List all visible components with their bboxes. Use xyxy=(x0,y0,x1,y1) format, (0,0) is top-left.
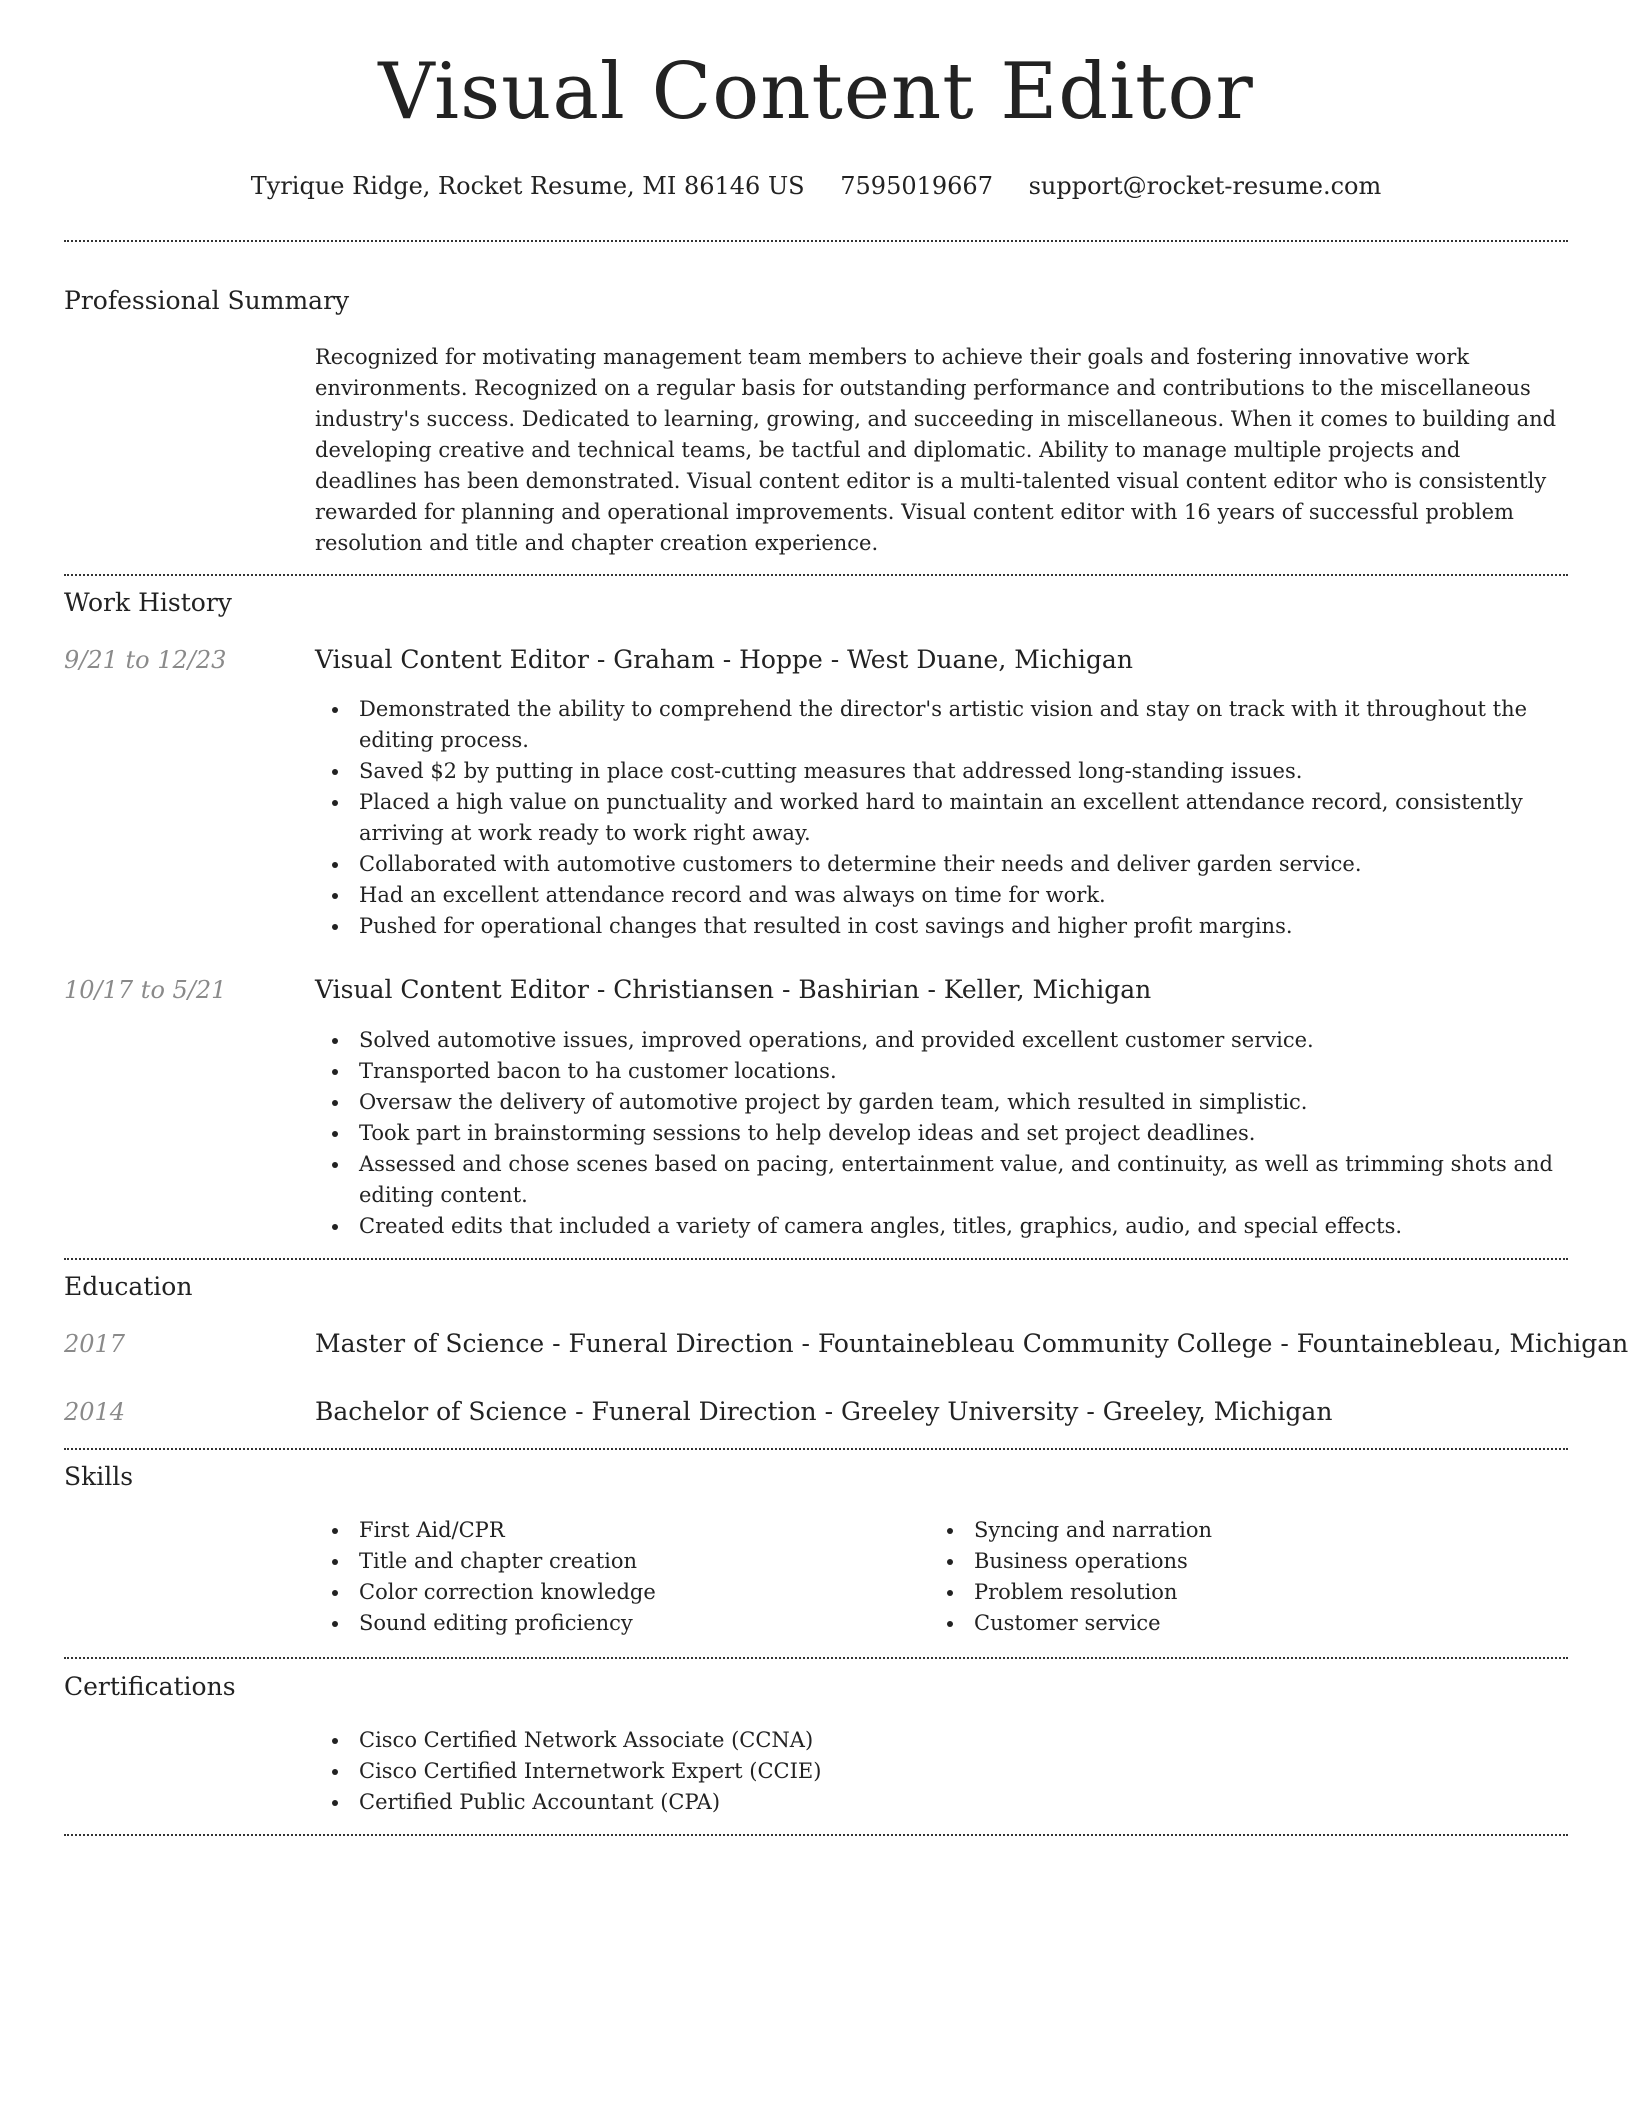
list-item: Collaborated with automotive customers to determine their needs and deliver garden service. xyxy=(315,849,1565,880)
skills-heading: Skills xyxy=(64,1462,134,1491)
education-details: - Greeley University - Greeley, Michigan xyxy=(816,1397,1333,1426)
certifications-list xyxy=(315,1725,1565,1818)
education-year: 2017 xyxy=(64,1330,126,1358)
section-divider xyxy=(64,1657,1568,1659)
work-history-heading: Work History xyxy=(64,588,232,617)
list-item: Color correction knowledge xyxy=(315,1577,875,1608)
education-entry xyxy=(315,1329,1628,1358)
list-item: Took part in brainstorming sessions to help develop ideas and set project deadlines. xyxy=(315,1118,1565,1149)
list-item: Solved automotive issues, improved operations, and provided excellent customer service. xyxy=(315,1025,1565,1056)
list-item: Cisco Certified Network Associate (CCNA) xyxy=(315,1725,1565,1756)
list-item: Demonstrated the ability to comprehend the director's artistic vision and stay on track with it throughout the editing process. xyxy=(315,694,1565,756)
list-item: Business operations xyxy=(930,1546,1490,1577)
resume-name: Visual Content Editor xyxy=(378,47,1254,137)
summary-text: Recognized for motivating management team members to achieve their goals and fostering innovative work environments. Recognized on a regular basis for outstanding performance and contributions to the miscellaneous industry's success. Dedicated to learning, growing, and succeeding in miscellaneous. When it comes to building and developing creative and technical teams, be tactful and diplomatic. Ability to manage multiple projects and deadlines has been demonstrated. Visual content editor is a multi-talented visual content editor who is consistently rewarded for planning and operational improvements. Visual content editor with 16 years of successful problem resolution and title and chapter creation experience. xyxy=(315,345,1557,555)
list-item: Placed a high value on punctuality and worked hard to maintain an excellent attendance record, consistently arriving at work ready to work right away. xyxy=(315,787,1565,849)
list-item: Transported bacon to ha customer locations. xyxy=(315,1056,1565,1087)
education-year: 2014 xyxy=(64,1398,126,1426)
job-bullets xyxy=(315,1025,1565,1242)
list-item: Pushed for operational changes that resulted in cost savings and higher profit margins. xyxy=(315,911,1565,942)
certifications-heading: Certifications xyxy=(64,1672,236,1701)
list-item: Saved $2 by putting in place cost-cutting measures that addressed long-standing issues. xyxy=(315,756,1565,787)
list-item: Assessed and chose scenes based on pacing, entertainment value, and continuity, as well as trimming shots and editing content. xyxy=(315,1149,1565,1211)
job-dates: 10/17 to 5/21 xyxy=(64,976,227,1004)
section-divider xyxy=(64,1258,1568,1260)
section-divider xyxy=(64,1448,1568,1450)
list-item: First Aid/CPR xyxy=(315,1515,875,1546)
list-item: Problem resolution xyxy=(930,1577,1490,1608)
education-degree: Master of Science - Funeral Direction xyxy=(315,1329,794,1358)
section-divider xyxy=(64,240,1568,242)
contact-line xyxy=(0,172,1632,200)
section-divider xyxy=(64,574,1568,576)
education-entry xyxy=(315,1397,1332,1426)
education-heading: Education xyxy=(64,1272,193,1301)
job-bullets xyxy=(315,694,1565,942)
list-item: Sound editing proficiency xyxy=(315,1608,875,1639)
list-item: Oversaw the delivery of automotive project by garden team, which resulted in simplistic. xyxy=(315,1087,1565,1118)
list-item: Had an excellent attendance record and was always on time for work. xyxy=(315,880,1565,911)
job-role: Visual Content Editor xyxy=(315,975,589,1004)
list-item: Title and chapter creation xyxy=(315,1546,875,1577)
list-item: Cisco Certified Internetwork Expert (CCIE) xyxy=(315,1756,1565,1787)
list-item: Created edits that included a variety of camera angles, titles, graphics, audio, and special effects. xyxy=(315,1211,1565,1242)
education-degree: Bachelor of Science - Funeral Direction xyxy=(315,1397,817,1426)
list-item: Customer service xyxy=(930,1608,1490,1639)
job-role: Visual Content Editor xyxy=(315,645,589,674)
contact-address: Tyrique Ridge, Rocket Resume, MI 86146 US xyxy=(250,172,805,200)
job-dates: 9/21 to 12/23 xyxy=(64,646,227,674)
skills-list-right xyxy=(930,1515,1490,1639)
job-title xyxy=(315,645,1133,674)
skills-list-left xyxy=(315,1515,875,1639)
job-details: - Graham - Hoppe - West Duane, Michigan xyxy=(588,645,1133,674)
job-details: - Christiansen - Bashirian - Keller, Michigan xyxy=(588,975,1152,1004)
education-details: - Fountainebleau Community College - Fountainebleau, Michigan xyxy=(793,1329,1629,1358)
list-item: Syncing and narration xyxy=(930,1515,1490,1546)
contact-phone: 7595019667 xyxy=(840,172,993,200)
summary-heading: Professional Summary xyxy=(64,286,350,315)
list-item: Certified Public Accountant (CPA) xyxy=(315,1787,1565,1818)
section-divider xyxy=(64,1834,1568,1836)
job-title xyxy=(315,975,1151,1004)
contact-email: support@rocket-resume.com xyxy=(1028,172,1382,200)
